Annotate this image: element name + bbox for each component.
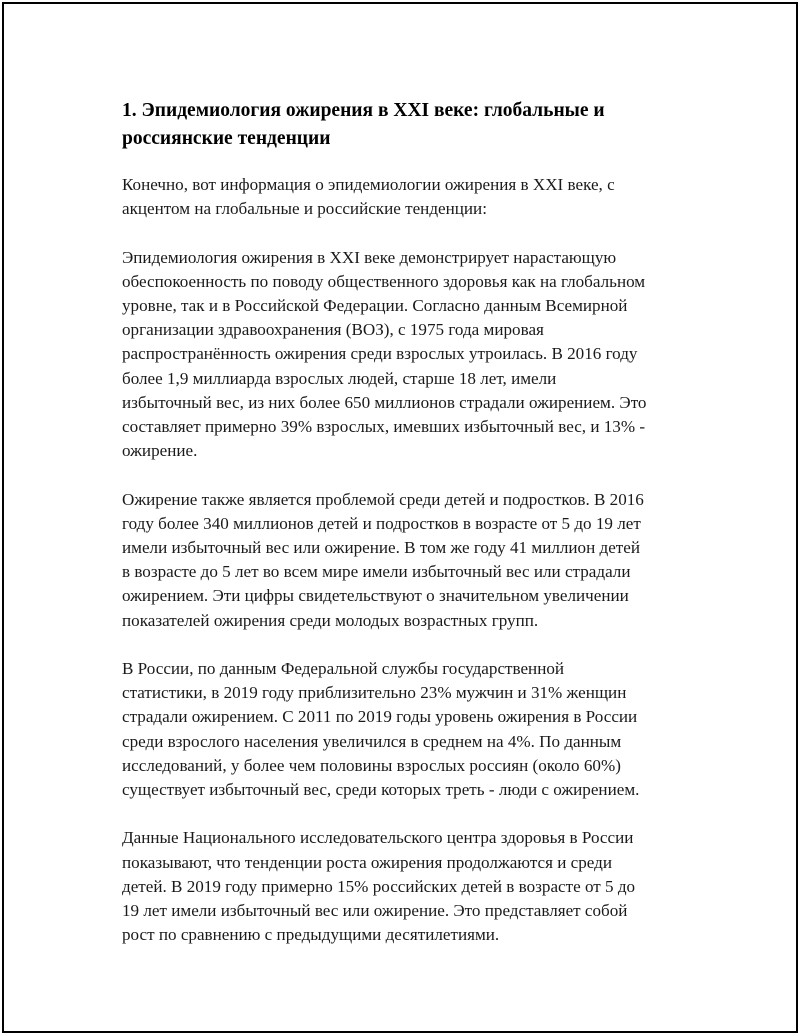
paragraph-russia: В России, по данным Федеральной службы государственной статистики, в 2019 году приблизительно 23% мужчин и 31% женщин страдали ожирением. С 2011 по 2019 годы уровень ожирения в России среди взрослого населения увеличился в среднем на 4%. По данным исследований, у более чем половины взрослых россиян (около 60%) существует избыточный вес, среди которых треть - люди с ожирением. xyxy=(122,659,640,800)
document-body xyxy=(122,97,702,947)
paragraph-children: Ожирение также является проблемой среди детей и подростков. В 2016 году более 340 миллионов детей и подростков в возрасте от 5 до 19 лет имели избыточный вес или ожирение. В том же году 41 миллион детей в возрасте до 5 лет во всем мире имели избыточный вес или страдали ожирением. Эти цифры свидетельствуют о значительном увеличении показателей ожирения среди молодых возрастных групп. xyxy=(122,489,644,630)
paragraph-russia-children: Данные Национального исследовательского центра здоровья в России показывают, что тенденции роста ожирения продолжаются и среди детей. В 2019 году примерно 15% российских детей в возрасте от 5 до 19 лет имели избыточный вес или ожирение. Это представляет собой рост по сравнению с предыдущими десятилетиями. xyxy=(122,828,636,945)
page-frame xyxy=(2,2,798,1033)
paragraph-intro: Конечно, вот информация о эпидемиологии ожирения в XXI веке, с акцентом на глобальные и российские тенденции: xyxy=(122,175,615,219)
paragraph-global: Эпидемиология ожирения в XXI веке демонстрирует нарастающую обеспокоенность по поводу общественного здоровья как на глобальном уровне, так и в Российской Федерации. Согласно данным Всемирной организации здравоохранения (ВОЗ), с 1975 года мировая распространённость ожирения среди взрослых утроилась. В 2016 году более 1,9 миллиарда взрослых людей, старше 18 лет, имели избыточный вес, из них более 650 миллионов страдали ожирением. Это составляет примерно 39% взрослых, имевших избыточный вес, и 13% - ожирение. xyxy=(122,247,647,461)
document-title: 1. Эпидемиология ожирения в XXI веке: глобальные и россиянские тенденции xyxy=(122,100,605,149)
